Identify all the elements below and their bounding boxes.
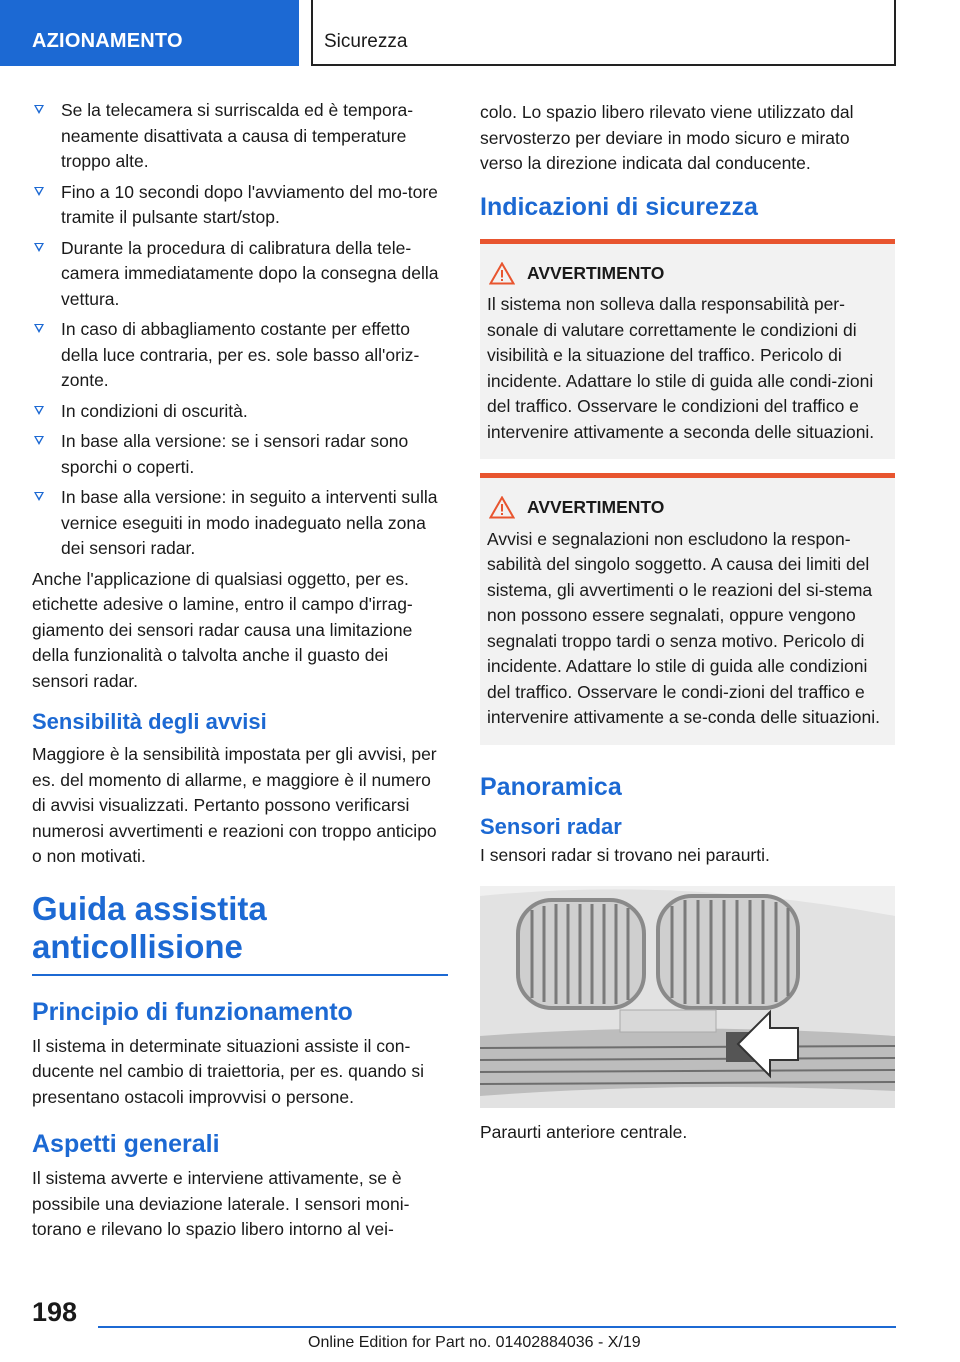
section-heading-general: Aspetti generali: [32, 1130, 220, 1158]
warning-triangle-icon: [489, 262, 515, 285]
page-number: 198: [32, 1297, 78, 1327]
front-bumper-illustration: [480, 886, 895, 1108]
body-paragraph: colo. Lo spazio libero rilevato viene utilizzato dal servosterzo per deviare in modo sicuro e mirato verso la direzione indicata dal conducente.: [480, 102, 854, 173]
body-paragraph: Il sistema avverte e interviene attivamente, se è possibile una deviazione laterale. I sensori moni-torano e rilevano lo spazio libero intorno al vei-: [32, 1168, 410, 1239]
title-divider: [32, 974, 448, 976]
list-item: In condizioni di oscurità.: [32, 399, 448, 425]
section-heading-overview: Panoramica: [480, 772, 622, 801]
warning-title: AVVERTIMENTO: [527, 497, 665, 517]
edition-footer: Online Edition for Part no. 01402884036 - X/19: [308, 1334, 641, 1351]
section-heading-sensitivity: Sensibilità degli avvisi: [32, 709, 267, 734]
triangle-bullet-icon: [34, 243, 44, 252]
list-item: In caso di abbagliamento costante per effetto della luce contraria, per es. sole basso all'oriz-zonte.: [32, 317, 448, 394]
page-title: Guida assistita anticollisione: [32, 889, 267, 965]
section-tab: AZIONAMENTO: [0, 0, 299, 66]
body-paragraph: Maggiore è la sensibilità impostata per gli avvisi, per es. del momento di allarme, e maggiore è il numero di avvisi visualizzati. Pertanto possono verificarsi numerosi avvertimenti e reazioni con troppo anticipo o non motivati.: [32, 744, 437, 866]
triangle-bullet-icon: [34, 324, 44, 333]
triangle-bullet-icon: [34, 436, 44, 445]
condition-list: [32, 98, 448, 562]
right-column: [480, 100, 895, 1146]
body-paragraph: Anche l'applicazione di qualsiasi oggetto, per es. etichette adesive o lamine, entro il campo d'irrag-giamento dei sensori radar causa una limitazione della funzionalità o talvolta anche il guasto dei sensori radar.: [32, 568, 413, 691]
footer-divider: [98, 1326, 896, 1328]
section-heading-principle: Principio di funzionamento: [32, 997, 353, 1026]
body-paragraph: I sensori radar si trovano nei paraurti.: [480, 844, 770, 865]
list-item: In base alla versione: in seguito a interventi sulla vernice eseguiti in modo inadeguato nella zona dei sensori radar.: [32, 485, 448, 562]
list-item: Fino a 10 secondi dopo l'avviamento del mo-tore tramite il pulsante start/stop.: [32, 180, 448, 231]
warning-box: [480, 239, 895, 460]
warning-text: Avvisi e segnalazioni non escludono la respon-sabilità del singolo soggetto. A causa dei limiti del sistema, gli avvertimenti o le reazioni del si-stema non possono essere segnalati, oppure vengono segnalati troppo tardi o senza motivo. Pericolo di incidente. Adattare lo stile di guida alle condizioni del traffico. Osservare le condi-zioni del traffico e intervenire attivamente a se-conda delle situazioni.: [487, 528, 880, 727]
warning-title: AVVERTIMENTO: [527, 262, 665, 283]
triangle-bullet-icon: [34, 187, 44, 196]
warning-text: Il sistema non solleva dalla responsabilità per-sonale di valutare correttamente le condizioni di visibilità e la situazione del traffico. Pericolo di incidente. Adattare lo stile di guida alle condi-zioni del traffico. Osservare le condizioni del traffico e intervenire attivamente a seconda delle situazioni.: [487, 294, 875, 442]
body-paragraph: Il sistema in determinate situazioni assiste il con-ducente nel cambio di traiettoria, per es. quando si presentano ostacoli improvvisi o persone.: [32, 1035, 425, 1107]
left-column: [32, 98, 448, 1253]
warning-box: [480, 473, 895, 745]
section-heading-radar: Sensori radar: [480, 813, 622, 839]
triangle-bullet-icon: [34, 492, 44, 501]
list-item: In base alla versione: se i sensori radar sono sporchi o coperti.: [32, 429, 448, 480]
figure-caption: Paraurti anteriore centrale.: [480, 1122, 688, 1142]
triangle-bullet-icon: [34, 406, 44, 415]
warning-triangle-icon: [489, 496, 515, 519]
triangle-bullet-icon: [34, 105, 44, 114]
list-item: Se la telecamera si surriscalda ed è tempora-neamente disattivata a causa di temperature troppo alte.: [32, 98, 448, 175]
section-heading-safety: Indicazioni di sicurezza: [480, 192, 758, 221]
chapter-title: Sicurezza: [324, 31, 408, 52]
list-item: Durante la procedura di calibratura della tele-camera immediatamente dopo la consegna della vettura.: [32, 236, 448, 313]
